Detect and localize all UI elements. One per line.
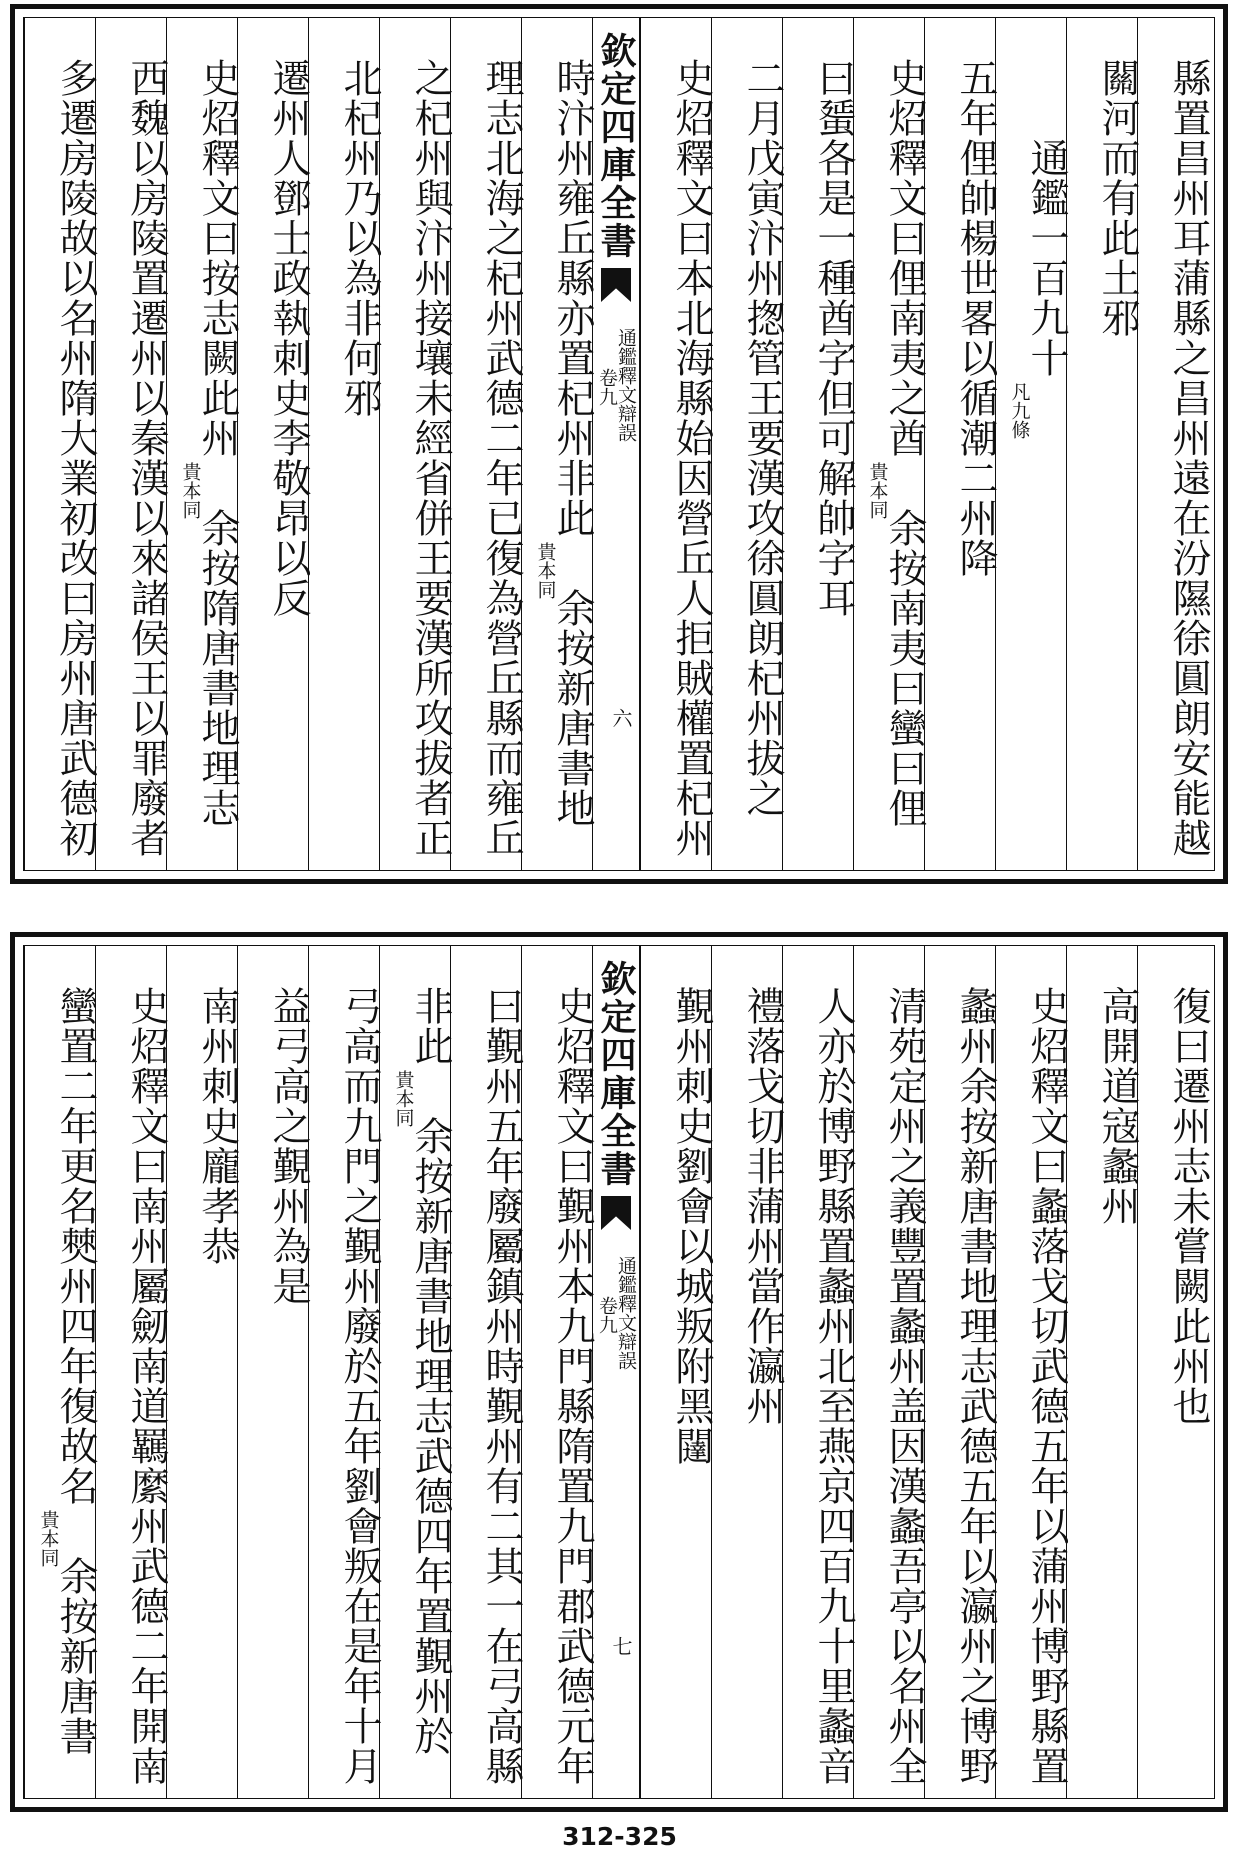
column-text: 北杞州乃以為非何邪 (337, 58, 382, 418)
text-column (924, 18, 998, 870)
text-column (237, 946, 311, 1798)
column-text-continued: 余按新唐書地理志武德四年置覲州於 (408, 1116, 453, 1756)
text-column (995, 946, 1069, 1798)
text-column (450, 946, 524, 1798)
spine-volume: 卷九 (596, 368, 618, 406)
text-column (1066, 18, 1140, 870)
column-text: 弓高而九門之覲州廢於五年劉會叛在是年十月 (337, 986, 382, 1786)
column-text: 史炤釋文曰覲州本九門縣隋置九門郡武德元年 (550, 986, 595, 1786)
text-column (640, 946, 714, 1798)
text-column (379, 18, 453, 870)
column-text: 南州刺史龐孝恭 (195, 986, 240, 1266)
page-footer-number: 312-325 (562, 1822, 677, 1851)
spine-book-title: 通鑑釋文辯誤 (615, 1256, 637, 1370)
fish-tail-mark-icon (601, 268, 631, 302)
column-text-continued: 余按新唐書地 (550, 588, 595, 828)
text-column (782, 18, 856, 870)
text-column (711, 18, 785, 870)
column-text: 史炤釋文曰按志闕此州 (195, 58, 240, 458)
interlinear-note: 凡九條 (1008, 382, 1031, 439)
column-text: 遷州人鄧士政執刺史李敬昂以反 (266, 58, 311, 618)
text-column (782, 946, 856, 1798)
column-text: 之杞州與汴州接壤未經省併王要漢所攻拔者正 (408, 58, 453, 858)
column-text: 益弓高之覲州為是 (266, 986, 311, 1306)
column-text: 蠻置二年更名僰州四年復故名 (53, 986, 98, 1506)
text-column (1137, 18, 1211, 870)
column-text: 時汴州雍丘縣亦置杞州非此 (550, 58, 595, 538)
column-text: 史炤釋文曰俚南夷之酋 (882, 58, 927, 458)
text-column (711, 946, 785, 1798)
book-spine-center (592, 18, 640, 870)
column-text: 史炤釋文曰蠡落戈切武德五年以蒲州博野縣置 (1024, 986, 1069, 1786)
text-column (24, 946, 98, 1798)
column-text: 蠡州余按新唐書地理志武德五年以瀛州之博野 (953, 986, 998, 1786)
page-top (10, 4, 1228, 884)
column-text: 縣置昌州耳蒲縣之昌州遠在汾隰徐圓朗安能越 (1166, 58, 1211, 858)
spine-title: 欽定四庫全書 (595, 960, 637, 1188)
column-text: 曰蜑各是一種酋字但可解帥字耳 (811, 58, 856, 618)
column-text-continued: 余按隋唐書地理志 (195, 508, 240, 828)
text-column (995, 18, 1069, 870)
spine-book-title: 通鑑釋文辯誤 (615, 328, 637, 442)
text-column (853, 18, 927, 870)
text-column (450, 18, 524, 870)
interlinear-note: 貴本同 (179, 462, 202, 519)
spine-page-number: 六 (609, 708, 633, 728)
column-text: 人亦於博野縣置蠡州北至燕京四百九十里蠡音 (811, 986, 856, 1786)
interlinear-note: 貴本同 (37, 1510, 60, 1567)
column-text: 西魏以房陵置遷州以秦漢以來諸侯王以罪廢者 (124, 58, 169, 858)
text-column (379, 946, 453, 1798)
text-column (24, 18, 98, 870)
column-text: 五年俚帥楊世畧以循潮二州降 (953, 58, 998, 578)
text-column (237, 18, 311, 870)
page-bottom (10, 932, 1228, 1812)
page-frame (23, 945, 1215, 1799)
interlinear-note: 貴本同 (866, 462, 889, 519)
column-text-continued: 余按南夷曰蠻曰俚 (882, 508, 927, 828)
interlinear-note: 貴本同 (392, 1070, 415, 1127)
spine-volume: 卷九 (596, 1296, 618, 1334)
column-text: 二月戊寅汴州揔管王要漢攻徐圓朗杞州拔之 (740, 58, 785, 818)
spine-title: 欽定四庫全書 (595, 32, 637, 260)
column-text: 禮落戈切非蒲州當作瀛州 (740, 986, 785, 1426)
column-text: 史炤釋文曰本北海縣始因營丘人拒賊權置杞州 (669, 58, 714, 858)
text-column (521, 18, 595, 870)
column-text: 關河而有此土邪 (1095, 58, 1140, 338)
spine-page-number: 七 (609, 1636, 633, 1656)
text-column (521, 946, 595, 1798)
text-column (95, 18, 169, 870)
interlinear-note: 貴本同 (534, 542, 557, 599)
text-column (166, 18, 240, 870)
column-text: 復曰遷州志未嘗闕此州也 (1166, 986, 1211, 1426)
fish-tail-mark-icon (601, 1196, 631, 1230)
column-text: 非此 (408, 986, 453, 1066)
column-text: 高開道寇蠡州 (1095, 986, 1140, 1226)
text-column (166, 946, 240, 1798)
text-column (308, 946, 382, 1798)
page-frame (23, 17, 1215, 871)
column-text: 理志北海之杞州武德二年已復為營丘縣而雍丘 (479, 58, 524, 858)
column-text-continued: 余按新唐書 (53, 1556, 98, 1756)
column-text: 曰覲州五年廢屬鎮州時覲州有二其一在弓高縣 (479, 986, 524, 1786)
column-text: 覲州刺史劉會以城叛附黑闥 (669, 986, 714, 1466)
column-text: 史炤釋文曰南州屬劒南道羈縻州武德二年開南 (124, 986, 169, 1786)
book-spine-center (592, 946, 640, 1798)
column-text: 多遷房陵故以名州隋大業初改曰房州唐武德初 (53, 58, 98, 858)
text-column (308, 18, 382, 870)
column-text: 通鑑一百九十 (1024, 138, 1069, 378)
text-column (853, 946, 927, 1798)
text-column (640, 18, 714, 870)
text-column (1137, 946, 1211, 1798)
text-column (1066, 946, 1140, 1798)
text-column (924, 946, 998, 1798)
column-text: 清苑定州之義豐置蠡州盖因漢蠡吾亭以名州全 (882, 986, 927, 1786)
text-column (95, 946, 169, 1798)
